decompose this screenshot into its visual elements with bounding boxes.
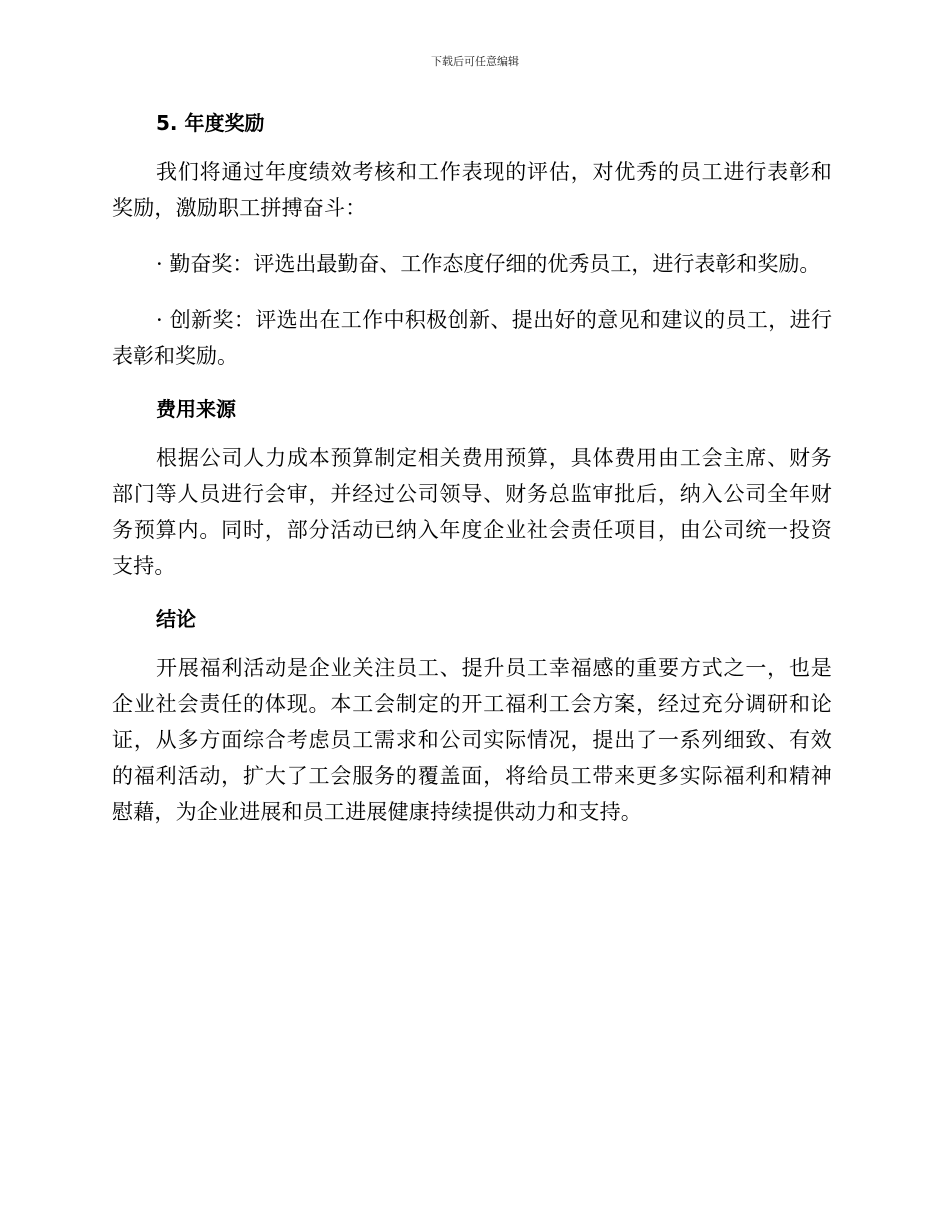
section-heading-annual-award: 5. 年度奖励 bbox=[156, 111, 265, 135]
conclusion-paragraph: 开展福利活动是企业关注员工、提升员工幸福感的重要方式之一，也是企业社会责任的体现。本工会制定的开工福利工会方案，经过充分调研和论证，从多方面综合考虑员工需求和公司实际情况，提出了一系列细致、有效的福利活动，扩大了工会服务的覆盖面，将给员工带来更多实际福利和精神慰藉，为企业进展和员工进展健康持续提供动力和支持。 bbox=[112, 656, 832, 824]
page-header-note: 下载后可任意编辑 bbox=[431, 55, 519, 68]
document-body bbox=[112, 108, 832, 850]
award-item-innovation: · 创新奖：评选出在工作中积极创新、提出好的意见和建议的员工，进行表彰和奖励。 bbox=[112, 308, 832, 368]
annual-award-intro: 我们将通过年度绩效考核和工作表现的评估，对优秀的员工进行表彰和奖励，激励职工拼搏奋斗： bbox=[112, 160, 832, 220]
funding-paragraph: 根据公司人力成本预算制定相关费用预算，具体费用由工会主席、财务部门等人员进行会审，并经过公司领导、财务总监审批后，纳入公司全年财务预算内。同时，部分活动已纳入年度企业社会责任项目，由公司统一投资支持。 bbox=[112, 446, 832, 578]
section-heading-conclusion: 结论 bbox=[156, 607, 196, 631]
award-item-diligence: · 勤奋奖：评选出最勤奋、工作态度仔细的优秀员工，进行表彰和奖励。 bbox=[156, 252, 821, 276]
section-heading-funding: 费用来源 bbox=[156, 397, 236, 421]
